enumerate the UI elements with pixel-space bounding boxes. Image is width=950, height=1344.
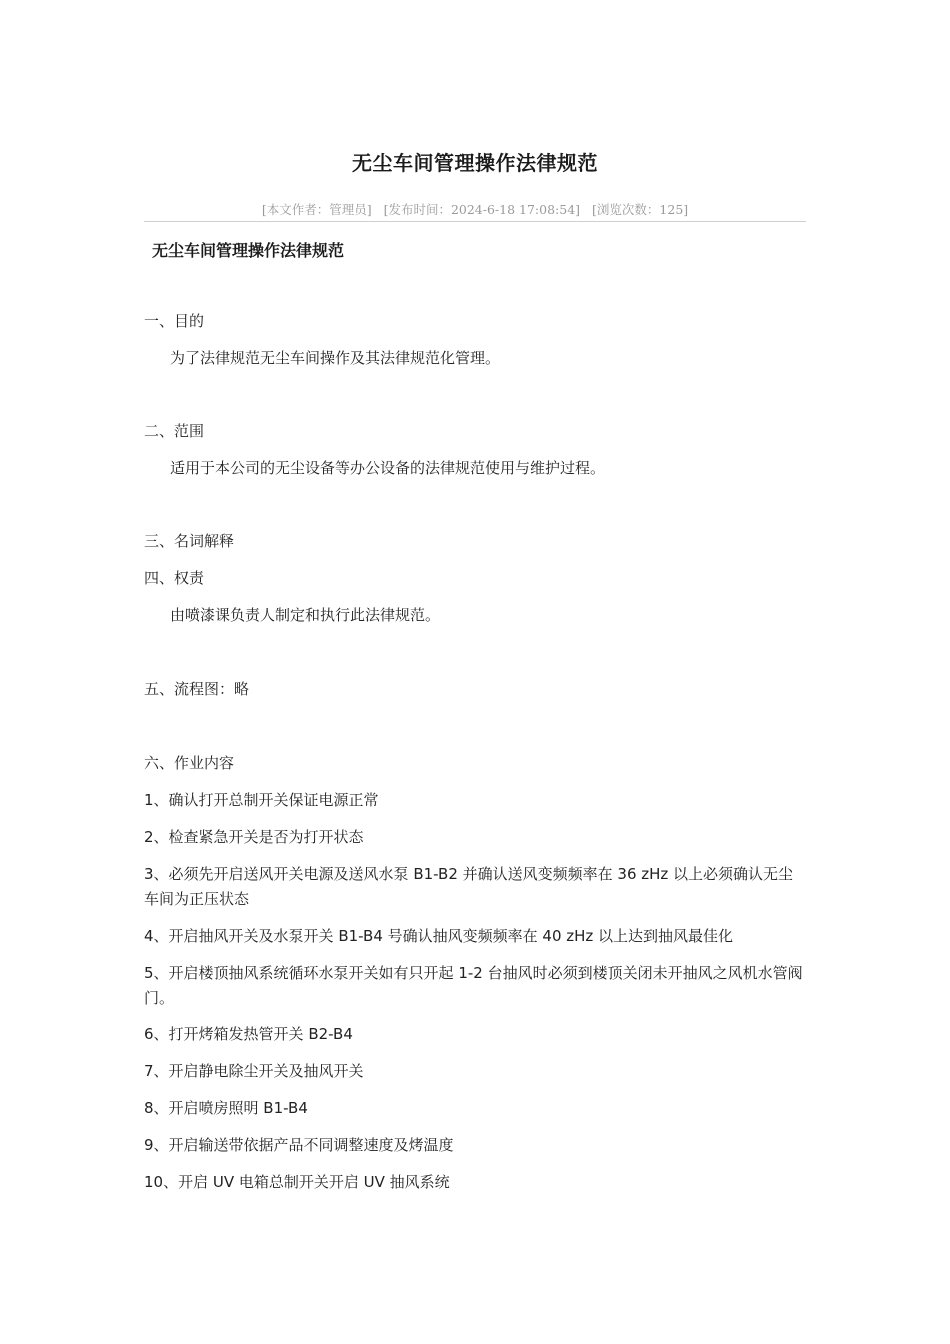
document-meta [144,200,806,218]
meta-published: [发布时间：2024-6-18 17:08:54] [383,202,581,217]
section-text-scope: 适用于本公司的无尘设备等办公设备的法律规范使用与维护过程。 [170,459,606,477]
list-item: 8、开启喷房照明 B1-B4 [144,1099,308,1117]
section-heading-duty: 四、权责 [144,569,205,587]
list-item: 9、开启输送带依据产品不同调整速度及烤温度 [144,1136,454,1154]
list-item: 3、必须先开启送风开关电源及送风水泵 B1-B2 并确认送风变频频率在 36 zHz 以上必须确认无尘车间为正压状态 [144,865,794,908]
list-item: 2、检查紧急开关是否为打开状态 [144,828,364,846]
section-text-purpose: 为了法律规范无尘车间操作及其法律规范化管理。 [170,349,501,367]
list-item: 10、开启 UV 电箱总制开关开启 UV 抽风系统 [144,1173,450,1191]
section-heading-flow: 五、流程图：略 [144,680,250,698]
section-heading-purpose: 一、目的 [144,312,205,330]
list-item: 4、开启抽风开关及水泵开关 B1-B4 号确认抽风变频频率在 40 zHz 以上达到抽风最佳化 [144,927,734,945]
section-text-duty: 由喷漆课负责人制定和执行此法律规范。 [170,606,441,624]
section-heading-work: 六、作业内容 [144,754,235,772]
meta-views: [浏览次数：125] [592,202,689,217]
list-item: 1、确认打开总制开关保证电源正常 [144,791,379,809]
list-item: 6、打开烤箱发热管开关 B2-B4 [144,1025,353,1043]
section-heading-terms: 三、名词解释 [144,532,235,550]
list-item: 5、开启楼顶抽风系统循环水泵开关如有只开起 1-2 台抽风时必须到楼顶关闭未开抽风之风机水管阀门。 [144,964,803,1007]
meta-author: [本文作者：管理员] [261,202,372,217]
document-title: 无尘车间管理操作法律规范 [352,151,598,175]
title-divider [144,221,806,222]
document-subtitle: 无尘车间管理操作法律规范 [152,241,345,260]
section-heading-scope: 二、范围 [144,422,205,440]
list-item: 7、开启静电除尘开关及抽风开关 [144,1062,364,1080]
